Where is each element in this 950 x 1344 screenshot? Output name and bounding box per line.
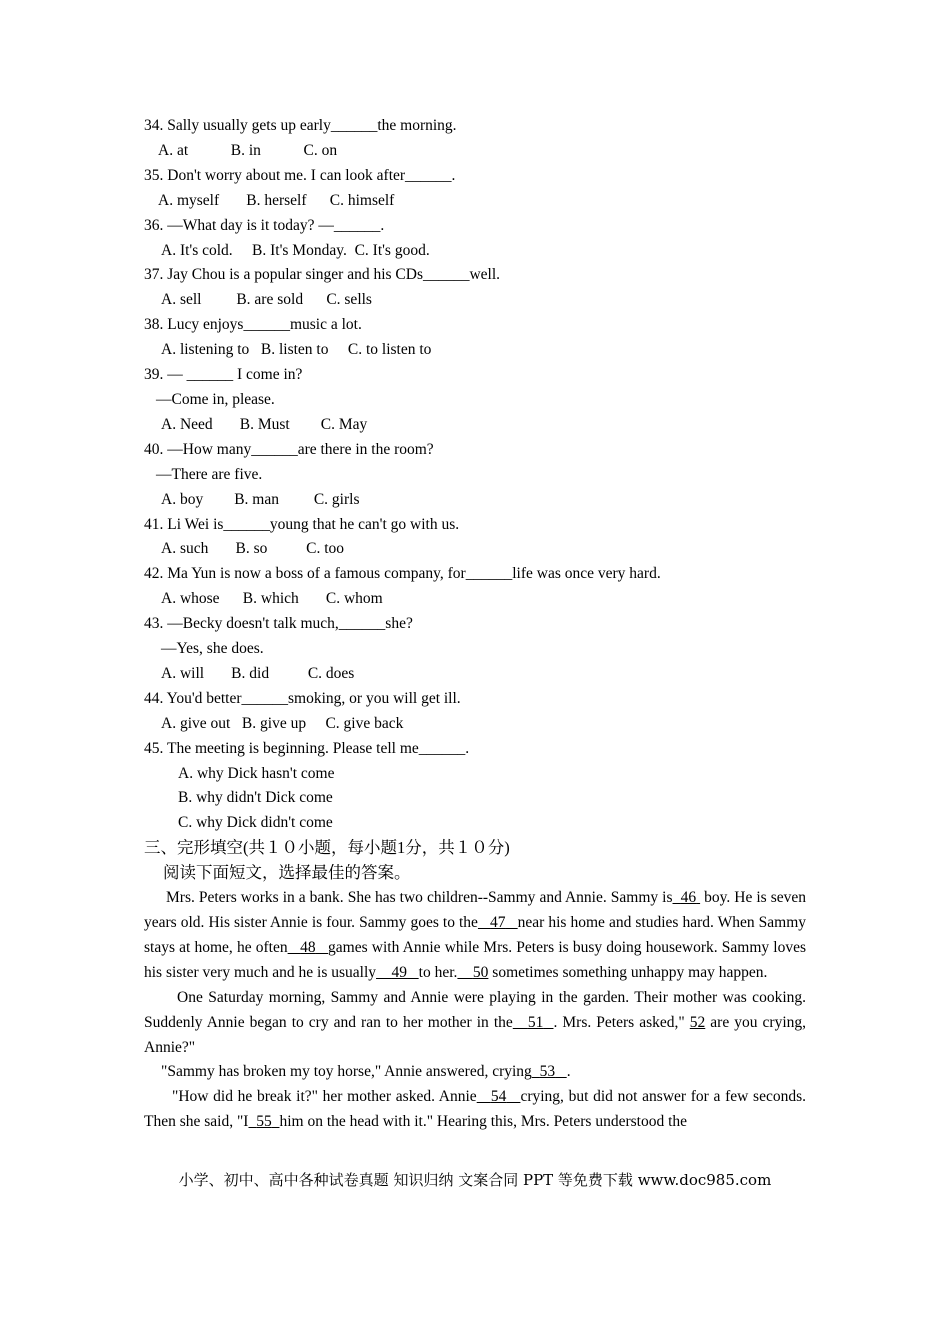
question-44: 44. You'd better______smoking, or you will get ill. — [144, 689, 461, 707]
passage-text: crying, but did not answer for a few seconds. Then she said, "I — [144, 1088, 807, 1131]
question-45-option-b: B. why didn't Dick come — [178, 789, 333, 807]
passage-paragraph-1 — [144, 886, 806, 986]
blank-47: 47 — [490, 914, 506, 931]
passage-text: One Saturday morning, Sammy and Annie were playing in the garden. Their mother was cooking. Suddenly Annie began to cry and ran to her mother in the — [144, 988, 806, 1031]
question-38-options: A. listening to B. listen to C. to listen to — [161, 341, 432, 359]
passage-text: to her. — [418, 963, 458, 981]
blank-46: 46 — [680, 889, 697, 907]
blank-50: 50 — [472, 963, 489, 981]
section-title: 三、完形填空(共１０小题，每小题1分，共１０分) — [144, 838, 510, 858]
question-37-options: A. sell B. are sold C. sells — [161, 291, 372, 309]
question-35: 35. Don't worry about me. I can look after______. — [144, 166, 456, 184]
question-43-reply: —Yes, she does. — [161, 640, 264, 658]
passage-text: . Mrs. Peters asked," — [553, 1013, 690, 1031]
question-43: 43. —Becky doesn't talk much,______she? — [144, 615, 413, 633]
passage-text: sometimes something unhappy may happen. — [492, 963, 768, 981]
passage-text: games with Annie while Mrs. Peters is busy doing housework. Sammy loves his sister very much and he is usually — [144, 938, 807, 981]
question-38: 38. Lucy enjoys______music a lot. — [144, 316, 362, 334]
page-footer: 小学、初中、高中各种试卷真题 知识归纳 文案合同 PPT 等免费下载 www.doc985.com — [178, 1171, 772, 1189]
question-42-options: A. whose B. which C. whom — [161, 590, 383, 608]
blank-53: 53 — [539, 1063, 556, 1081]
question-34-options: A. at B. in C. on — [158, 141, 338, 159]
question-40: 40. —How many______are there in the room? — [144, 440, 434, 458]
question-39-options: A. Need B. Must C. May — [161, 415, 368, 433]
passage-text: him on the head with it." Hearing this, Mrs. Peters understood the — [279, 1113, 688, 1131]
question-40-reply: —There are five. — [156, 465, 263, 483]
question-37: 37. Jay Chou is a popular singer and his CDs______well. — [144, 266, 501, 284]
blank-51: 51 — [527, 1013, 544, 1031]
blank-54: 54 — [490, 1088, 507, 1106]
blank-48: 48 — [300, 938, 316, 956]
passage-paragraph-2 — [144, 986, 806, 1061]
question-39-reply: —Come in, please. — [156, 390, 275, 408]
blank-49: 49 — [391, 963, 408, 981]
section-instruction: 阅读下面短文，选择最佳的答案。 — [163, 863, 411, 883]
exam-page — [144, 114, 806, 1135]
question-36-options: A. It's cold. B. It's Monday. C. It's good. — [161, 241, 430, 259]
passage-paragraph-4 — [144, 1085, 806, 1135]
question-45-option-a: A. why Dick hasn't come — [178, 764, 335, 782]
passage-paragraph-3 — [144, 1060, 806, 1085]
question-42: 42. Ma Yun is now a boss of a famous company, for______life was once very hard. — [144, 565, 661, 583]
passage-text: . — [566, 1063, 571, 1081]
question-39: 39. — ______ I come in? — [144, 366, 303, 384]
passage-text: Mrs. Peters works in a bank. She has two children--Sammy and Annie. Sammy is — [166, 889, 673, 907]
passage-text: "How did he break it?" her mother asked. Annie — [172, 1088, 477, 1106]
question-44-options: A. give out B. give up C. give back — [161, 714, 404, 732]
passage-text: boy. He is seven years old. His sister Annie is four. Sammy goes to the — [144, 889, 807, 931]
passage-text: "Sammy has broken my toy horse," Annie answered, crying — [161, 1063, 532, 1081]
passage-text: near his home and studies hard. When Sammy stays at home, he often — [144, 914, 807, 956]
passage-text: are you crying, Annie?" — [144, 1013, 807, 1056]
blank-55: 55 — [256, 1113, 272, 1131]
question-45-option-c: C. why Dick didn't come — [178, 814, 333, 832]
question-45: 45. The meeting is beginning. Please tell me______. — [144, 739, 470, 757]
blank-52: 52 — [689, 1013, 706, 1031]
question-40-options: A. boy B. man C. girls — [161, 490, 360, 508]
question-43-options: A. will B. did C. does — [161, 664, 355, 682]
question-41: 41. Li Wei is______young that he can't go with us. — [144, 515, 460, 533]
question-35-options: A. myself B. herself C. himself — [158, 191, 395, 209]
question-41-options: A. such B. so C. too — [161, 540, 344, 558]
question-36: 36. —What day is it today? —______. — [144, 216, 385, 234]
question-34: 34. Sally usually gets up early______the morning. — [144, 117, 457, 134]
